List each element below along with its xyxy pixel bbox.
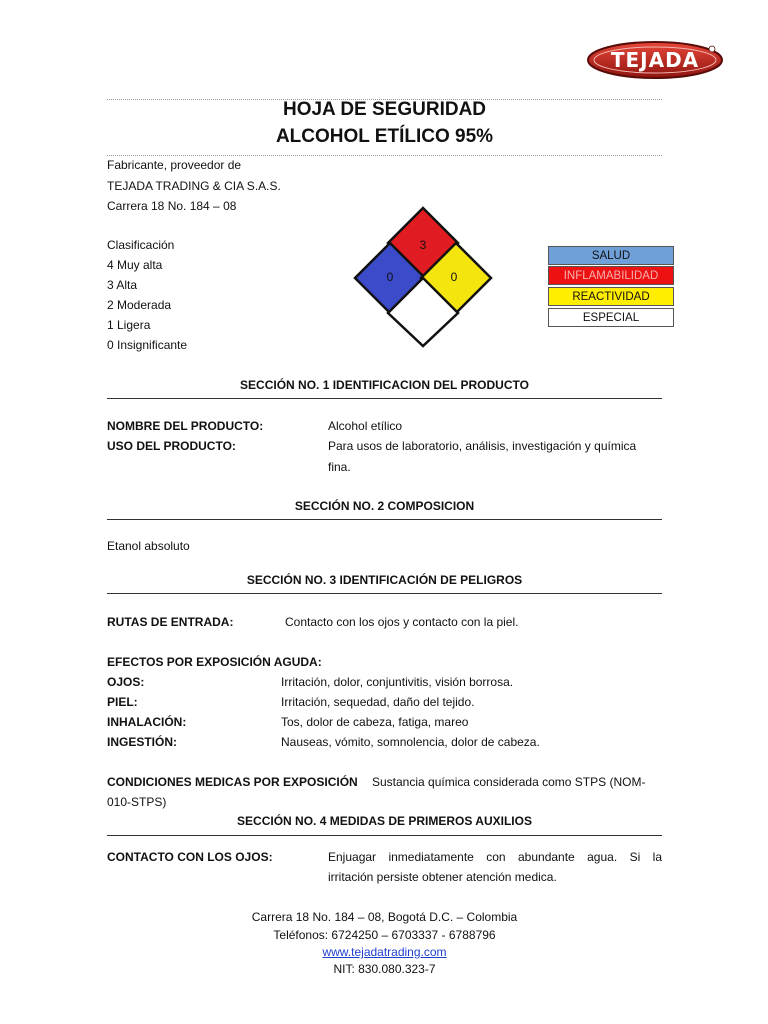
classification-level: 0 Insignificante bbox=[107, 338, 188, 352]
legend-inflamabilidad: INFLAMABILIDAD bbox=[548, 266, 674, 285]
product-use-value-cont: fina. bbox=[328, 460, 351, 474]
product-name-value: Alcohol etílico bbox=[328, 419, 403, 433]
document-title: HOJA DE SEGURIDAD bbox=[282, 99, 487, 120]
eye-contact-value-cont: irritación persiste obtener atención medica. bbox=[328, 870, 557, 884]
product-name-label: NOMBRE DEL PRODUCTO: bbox=[107, 419, 264, 433]
classification-level: 3 Alta bbox=[107, 278, 138, 292]
inhalation-label: INHALACIÓN: bbox=[107, 715, 187, 729]
legend-especial: ESPECIAL bbox=[548, 308, 674, 327]
routes-value: Contacto con los ojos y contacto con la piel. bbox=[285, 615, 519, 629]
section-3-title: SECCIÓN NO. 3 IDENTIFICACIÓN DE PELIGROS bbox=[246, 573, 523, 587]
skin-label: PIEL: bbox=[107, 695, 138, 709]
medical-conditions-value-cont: 010-STPS) bbox=[107, 795, 167, 809]
company-logo bbox=[586, 40, 724, 80]
nfpa-diamond bbox=[353, 206, 493, 348]
eye-contact-value: Enjuagar inmediatamente con abundante agua. Si la bbox=[328, 850, 662, 864]
classification-level: 2 Moderada bbox=[107, 298, 172, 312]
footer-nit: NIT: 830.080.323-7 bbox=[333, 962, 436, 976]
composition-value: Etanol absoluto bbox=[107, 539, 190, 553]
section-4-rule bbox=[107, 835, 662, 836]
medical-conditions-value: Sustancia química considerada como STPS (NOM- bbox=[372, 775, 646, 789]
section-3-rule bbox=[107, 593, 662, 594]
nfpa-reactivity-value: 0 bbox=[450, 270, 458, 284]
footer-address: Carrera 18 No. 184 – 08, Bogotá D.C. – Colombia bbox=[251, 910, 518, 924]
header-divider-bottom bbox=[107, 155, 662, 156]
legend-reactividad: REACTIVIDAD bbox=[548, 287, 674, 306]
classification-level: 4 Muy alta bbox=[107, 258, 163, 272]
section-2-title: SECCIÓN NO. 2 COMPOSICION bbox=[294, 499, 475, 513]
acute-effects-title: EFECTOS POR EXPOSICIÓN AGUDA: bbox=[107, 655, 322, 669]
manufacturer-label: Fabricante, proveedor de bbox=[107, 158, 242, 172]
classification-title: Clasificación bbox=[107, 238, 175, 252]
manufacturer-address: Carrera 18 No. 184 – 08 bbox=[107, 199, 237, 213]
inhalation-value: Tos, dolor de cabeza, fatiga, mareo bbox=[281, 715, 469, 729]
legend-salud: SALUD bbox=[548, 246, 674, 265]
section-2-rule bbox=[107, 519, 662, 520]
ingestion-value: Nauseas, vómito, somnolencia, dolor de cabeza. bbox=[281, 735, 540, 749]
footer-website-link[interactable]: www.tejadatrading.com bbox=[322, 945, 447, 959]
logo-text: TEJADA bbox=[610, 48, 700, 72]
medical-conditions-label: CONDICIONES MEDICAS POR EXPOSICIÓN bbox=[107, 775, 358, 789]
section-4-title: SECCIÓN NO. 4 MEDIDAS DE PRIMEROS AUXILIOS bbox=[237, 814, 532, 828]
manufacturer-company: TEJADA TRADING & CIA S.A.S. bbox=[107, 179, 281, 193]
footer-website-row bbox=[107, 945, 662, 959]
nfpa-health-value: 0 bbox=[386, 270, 394, 284]
product-use-value: Para usos de laboratorio, análisis, investigación y química bbox=[328, 439, 637, 453]
eyes-value: Irritación, dolor, conjuntivitis, visión borrosa. bbox=[281, 675, 514, 689]
document-subtitle: ALCOHOL ETÍLICO 95% bbox=[275, 126, 494, 147]
classification-level: 1 Ligera bbox=[107, 318, 151, 332]
section-1-title: SECCIÓN NO. 1 IDENTIFICACION DEL PRODUCTO bbox=[240, 378, 529, 392]
eyes-label: OJOS: bbox=[107, 675, 145, 689]
nfpa-flammability-value: 3 bbox=[419, 238, 427, 252]
eye-contact-label: CONTACTO CON LOS OJOS: bbox=[107, 850, 273, 864]
section-1-rule bbox=[107, 398, 662, 399]
product-use-label: USO DEL PRODUCTO: bbox=[107, 439, 236, 453]
routes-label: RUTAS DE ENTRADA: bbox=[107, 615, 234, 629]
footer-phones: Teléfonos: 6724250 – 6703337 - 6788796 bbox=[273, 928, 496, 942]
skin-value: Irritación, sequedad, daño del tejido. bbox=[281, 695, 475, 709]
ingestion-label: INGESTIÓN: bbox=[107, 735, 178, 749]
